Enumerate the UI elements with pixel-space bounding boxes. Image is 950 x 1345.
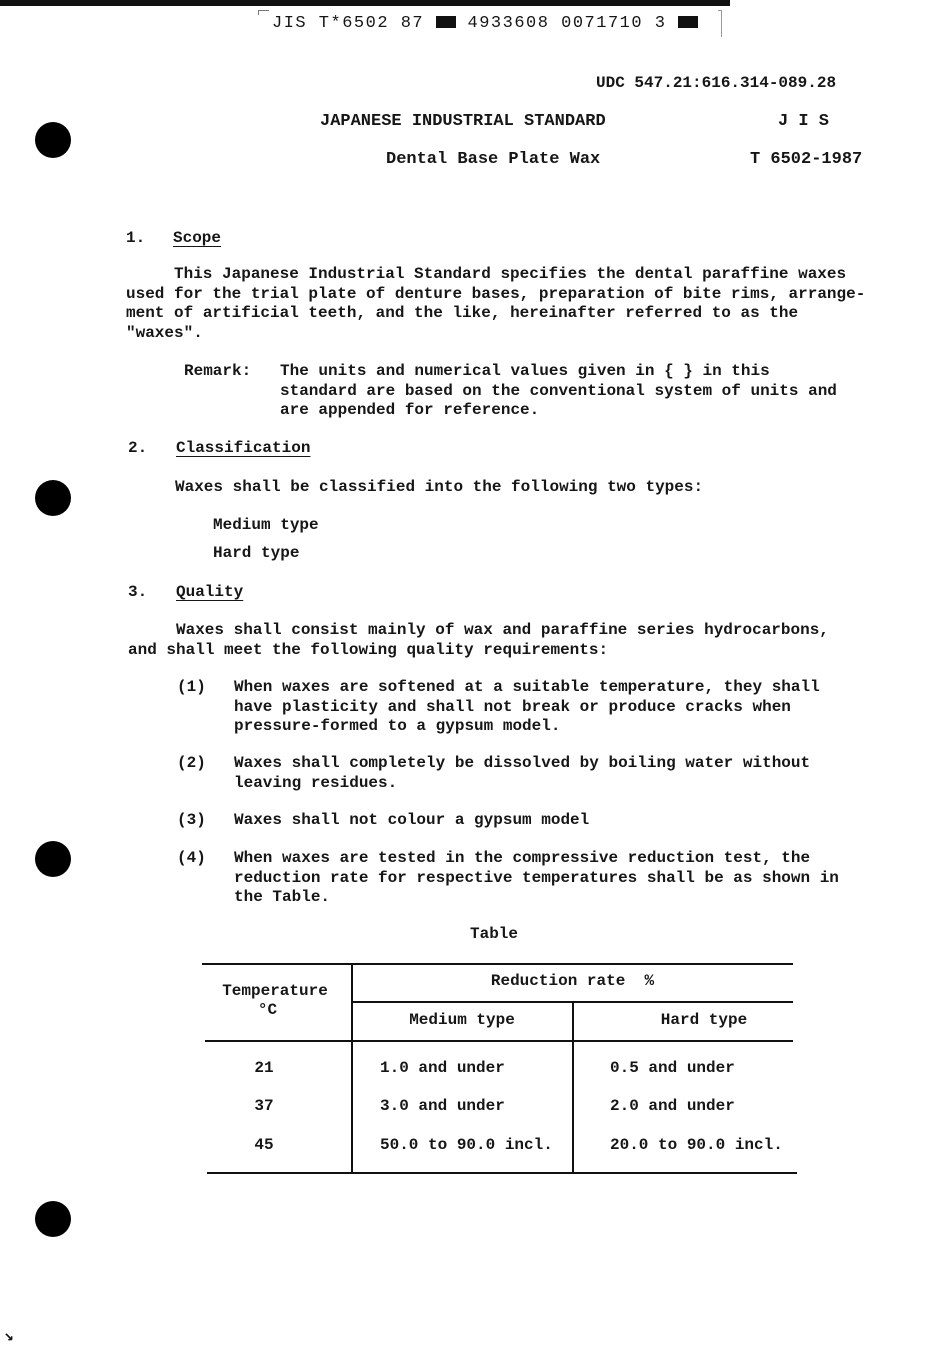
col-header-medium: Medium type — [409, 1011, 515, 1029]
remark-line: The units and numerical values given in { } in this — [280, 362, 770, 380]
section-number: 1. — [126, 229, 146, 247]
quality-item — [234, 811, 589, 831]
paragraph-line: used for the trial plate of denture bases, preparation of bite rims, arrange- — [126, 284, 866, 303]
section-heading-classification: Classification — [176, 439, 311, 457]
table-cell-medium: 1.0 and under — [380, 1059, 505, 1077]
col-group-header: Reduction rate % — [490, 972, 655, 990]
col-header-temperature: Temperature — [222, 982, 328, 1000]
punch-hole — [35, 1201, 71, 1237]
item-number: (3) — [177, 811, 206, 829]
paragraph-line: This Japanese Industrial Standard specifies the dental paraffine waxes — [174, 265, 847, 283]
header-code-left: JIS T*6502 87 — [272, 14, 425, 33]
item-line: Waxes shall completely be dissolved by boiling water without — [234, 754, 811, 772]
remark-line: standard are based on the conventional system of units and — [280, 381, 837, 400]
item-line: When waxes are tested in the compressive reduction test, the — [234, 849, 811, 867]
type-medium: Medium type — [213, 516, 319, 534]
item-line: have plasticity and shall not break or produce cracks when — [234, 697, 791, 716]
scan-top-border — [0, 0, 730, 6]
doc-number: T 6502-1987 — [750, 150, 863, 169]
item-number: (2) — [177, 754, 206, 772]
header-code-right: 4933608 0071710 3 — [467, 14, 667, 33]
item-number: (1) — [177, 678, 206, 696]
table-cell-temp: 45 — [254, 1136, 274, 1154]
classification-intro: Waxes shall be classified into the following two types: — [175, 478, 704, 496]
redaction-block — [678, 16, 698, 28]
udc-code: UDC 547.21:616.314-089.28 — [596, 74, 837, 92]
quality-intro — [128, 621, 829, 660]
paragraph-line: "waxes". — [126, 323, 203, 342]
section-number: 3. — [128, 583, 148, 601]
col-header-hard: Hard type — [660, 1011, 748, 1029]
header-code — [272, 14, 698, 33]
header-bracket-right — [718, 10, 722, 37]
table-caption: Table — [470, 925, 519, 943]
quality-item — [234, 849, 839, 908]
standard-name: JAPANESE INDUSTRIAL STANDARD — [320, 112, 606, 131]
table-top-rule — [202, 963, 793, 965]
quality-item — [234, 678, 820, 737]
col-header-temperature-unit: °C — [257, 1001, 278, 1019]
header-bracket-left — [258, 10, 269, 15]
paragraph-line: ment of artificial teeth, and the like, hereinafter referred to as the — [126, 304, 799, 322]
table-header-rule — [205, 1040, 793, 1042]
table-cell-hard: 0.5 and under — [610, 1059, 735, 1077]
punch-hole — [35, 122, 71, 158]
quality-item — [234, 754, 810, 793]
item-line: Waxes shall not colour a gypsum model — [234, 811, 590, 829]
punch-hole — [35, 841, 71, 877]
item-line: When waxes are softened at a suitable temperature, they shall — [234, 678, 820, 696]
item-line: leaving residues. — [234, 773, 398, 792]
item-line: pressure-formed to a gypsum model. — [234, 717, 561, 735]
section-heading-scope: Scope — [173, 229, 222, 247]
table-divider — [351, 963, 353, 1173]
jis-label: J I S — [778, 112, 830, 131]
remark-text — [280, 362, 837, 421]
paragraph-line: Waxes shall consist mainly of wax and paraffine series hydrocarbons, — [176, 621, 829, 639]
doc-title: Dental Base Plate Wax — [386, 150, 601, 169]
remark-label: Remark: — [184, 362, 252, 380]
table-bottom-rule — [207, 1172, 797, 1174]
scope-paragraph — [126, 265, 865, 343]
item-line: reduction rate for respective temperatures shall be as shown in — [234, 868, 839, 887]
scan-corner-mark: ↘ — [4, 1327, 14, 1345]
remark-line: are appended for reference. — [280, 401, 540, 419]
table-cell-temp: 21 — [254, 1059, 274, 1077]
table-cell-temp: 37 — [254, 1097, 274, 1115]
table-cell-medium: 50.0 to 90.0 incl. — [380, 1136, 553, 1154]
item-line: the Table. — [234, 888, 331, 906]
item-number: (4) — [177, 849, 206, 867]
table-cell-hard: 20.0 to 90.0 incl. — [610, 1136, 783, 1154]
table-cell-medium: 3.0 and under — [380, 1097, 505, 1115]
section-heading-quality: Quality — [176, 583, 244, 601]
punch-hole — [35, 480, 71, 516]
section-number: 2. — [128, 439, 148, 457]
paragraph-line: and shall meet the following quality requirements: — [128, 640, 609, 659]
table-cell-hard: 2.0 and under — [610, 1097, 735, 1115]
redaction-block — [436, 16, 456, 28]
type-hard: Hard type — [213, 544, 300, 562]
